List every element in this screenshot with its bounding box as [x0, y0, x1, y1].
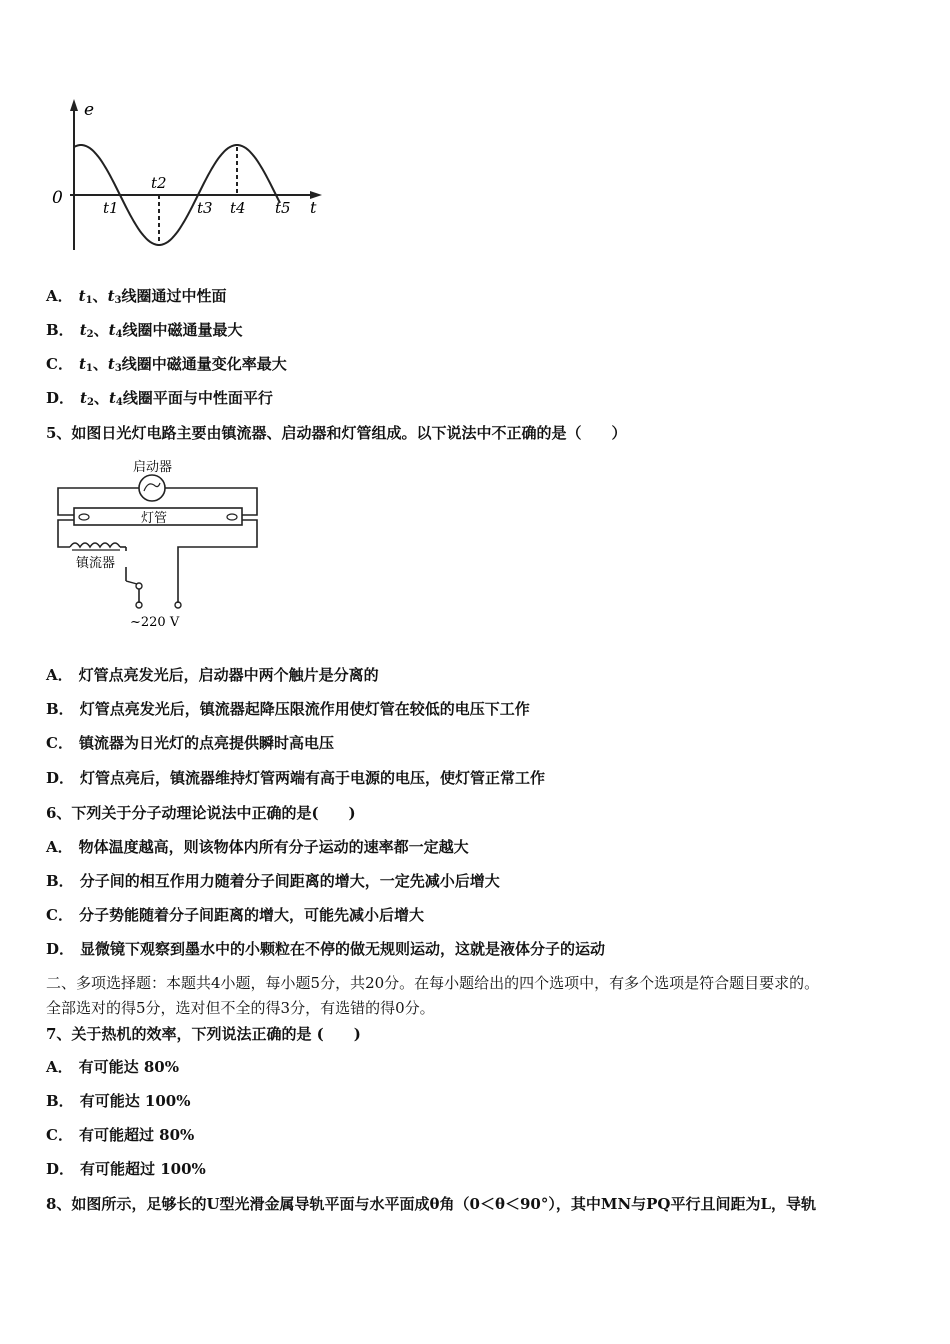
option-text: 线圈中磁通量最大 — [122, 321, 243, 339]
wire-right-top — [165, 488, 257, 515]
option-letter: C． — [46, 1126, 73, 1144]
x-axis-label: t — [310, 198, 317, 217]
q5-option-d — [46, 767, 545, 788]
ballast-coil — [70, 543, 120, 547]
option-text: 分子间的相互作用力随着分子间距离的增大，一定先减小后增大 — [79, 872, 500, 890]
option-letter: A． — [46, 666, 73, 684]
option-term-bs: 3 — [114, 295, 122, 306]
switch-blade — [126, 581, 137, 584]
t4-label: t4 — [230, 199, 246, 217]
option-letter: C． — [46, 906, 73, 924]
q8-stem: 8、如图所示，足够长的U型光滑金属导轨平面与水平面成θ角（0＜θ＜90°），其中MN与PQ平行且间距为L，导轨 — [46, 1195, 817, 1213]
wire-left-top — [58, 488, 139, 515]
starter-symbol — [139, 475, 165, 501]
option-term-as: 2 — [86, 329, 94, 340]
q7-stem: 7、关于热机的效率，下列说法正确的是 ( ) — [46, 1025, 361, 1043]
q7-option-c — [46, 1124, 194, 1145]
t5-label: t5 — [275, 199, 291, 217]
option-letter: A． — [46, 287, 73, 305]
option-term-b: t — [107, 355, 115, 373]
t2-label: t2 — [151, 174, 167, 192]
option-text: 线圈中磁通量变化率最大 — [121, 355, 287, 373]
option-letter: D． — [46, 769, 75, 787]
supply-label: ~220 V — [130, 615, 180, 630]
option-term-sep: 、 — [92, 355, 108, 373]
option-term-bs: 4 — [115, 329, 123, 340]
option-letter: D． — [46, 389, 75, 407]
option-term-as: 1 — [85, 295, 93, 306]
q5-option-b — [46, 698, 530, 719]
option-term-bs: 3 — [114, 363, 122, 374]
option-letter: A． — [46, 1058, 73, 1076]
option-letter: B． — [46, 872, 74, 890]
option-text: 有可能达 80% — [78, 1058, 179, 1076]
q7-option-b — [46, 1090, 190, 1111]
option-letter: D． — [46, 1160, 75, 1178]
ballast-label: 镇流器 — [76, 556, 116, 571]
q4-option-d — [46, 387, 273, 408]
option-text: 有可能超过 80% — [78, 1126, 195, 1144]
option-text: 镇流器为日光灯的点亮提供瞬时高电压 — [78, 734, 334, 752]
option-term-sep: 、 — [93, 321, 109, 339]
option-text: 有可能超过 100% — [80, 1160, 206, 1178]
option-letter: A． — [46, 838, 73, 856]
option-text: 灯管点亮发光后，启动器中两个触片是分离的 — [78, 666, 379, 684]
fluorescent-circuit-diagram — [50, 455, 270, 635]
q5-stem: 5、如图日光灯电路主要由镇流器、启动器和灯管组成。以下说法中不正确的是（ ） — [46, 424, 627, 442]
wire-right-bottom — [178, 520, 257, 603]
option-text: 线圈平面与中性面平行 — [122, 389, 273, 407]
option-text: 灯管点亮发光后，镇流器起降压限流作用使灯管在较低的电压下工作 — [79, 700, 530, 718]
option-letter: B． — [46, 321, 74, 339]
option-term-a: t — [80, 389, 87, 407]
q7-option-d — [46, 1158, 206, 1179]
section2-heading-line1: 二、多项选择题：本题共4小题，每小题5分，共20分。在每小题给出的四个选项中，有多个选项是符合题目要求的。 — [46, 974, 820, 992]
option-text: 显微镜下观察到墨水中的小颗粒在不停的做无规则运动，这就是液体分子的运动 — [80, 940, 606, 958]
option-term-as: 1 — [85, 363, 93, 374]
y-axis-label: e — [84, 100, 95, 120]
option-letter: C． — [46, 734, 73, 752]
section2-heading-line2: 全部选对的得5分，选对但不全的得3分，有选错的得0分。 — [46, 999, 435, 1017]
y-axis-arrow — [70, 99, 78, 111]
t1-label: t1 — [103, 199, 119, 217]
q4-option-b — [46, 319, 243, 340]
tube-filament-right — [227, 514, 237, 520]
option-term-bs: 4 — [115, 397, 123, 408]
q4-option-a — [46, 285, 226, 306]
q5-option-a — [46, 664, 379, 685]
q6-stem: 6、下列关于分子动理论说法中正确的是( ) — [46, 804, 356, 822]
q7-option-a — [46, 1056, 179, 1077]
q4-option-c — [46, 353, 287, 374]
option-text: 有可能达 100% — [79, 1092, 191, 1110]
q6-option-a — [46, 836, 469, 857]
wire-left-bottom — [58, 520, 74, 547]
starter-label: 启动器 — [133, 460, 173, 475]
option-term-a: t — [78, 355, 86, 373]
option-term-as: 2 — [86, 397, 94, 408]
q6-option-b — [46, 870, 500, 891]
option-letter: C． — [46, 355, 73, 373]
option-letter: D． — [46, 940, 75, 958]
tube-label: 灯管 — [141, 511, 168, 526]
option-term-b: t — [107, 287, 115, 305]
tube-filament-left — [79, 514, 89, 520]
option-text: 灯管点亮后，镇流器维持灯管两端有高于电源的电压，使灯管正常工作 — [80, 769, 546, 787]
q6-option-c — [46, 904, 424, 925]
option-term-a: t — [78, 287, 86, 305]
starter-contact — [144, 483, 160, 491]
option-term-a: t — [79, 321, 87, 339]
option-text: 分子势能随着分子间距离的增大，可能先减小后增大 — [78, 906, 424, 924]
option-term-b: t — [108, 389, 116, 407]
origin-label: 0 — [52, 188, 63, 208]
option-letter: B． — [46, 1092, 74, 1110]
q6-option-d — [46, 938, 605, 959]
option-term-sep: 、 — [92, 287, 108, 305]
option-term-b: t — [108, 321, 116, 339]
q5-option-c — [46, 732, 334, 753]
option-term-sep: 、 — [93, 389, 109, 407]
option-text: 线圈通过中性面 — [121, 287, 227, 305]
option-text: 物体温度越高，则该物体内所有分子运动的速率都一定越大 — [78, 838, 469, 856]
option-letter: B． — [46, 700, 74, 718]
t3-label: t3 — [197, 199, 213, 217]
emf-time-graph — [40, 95, 340, 260]
